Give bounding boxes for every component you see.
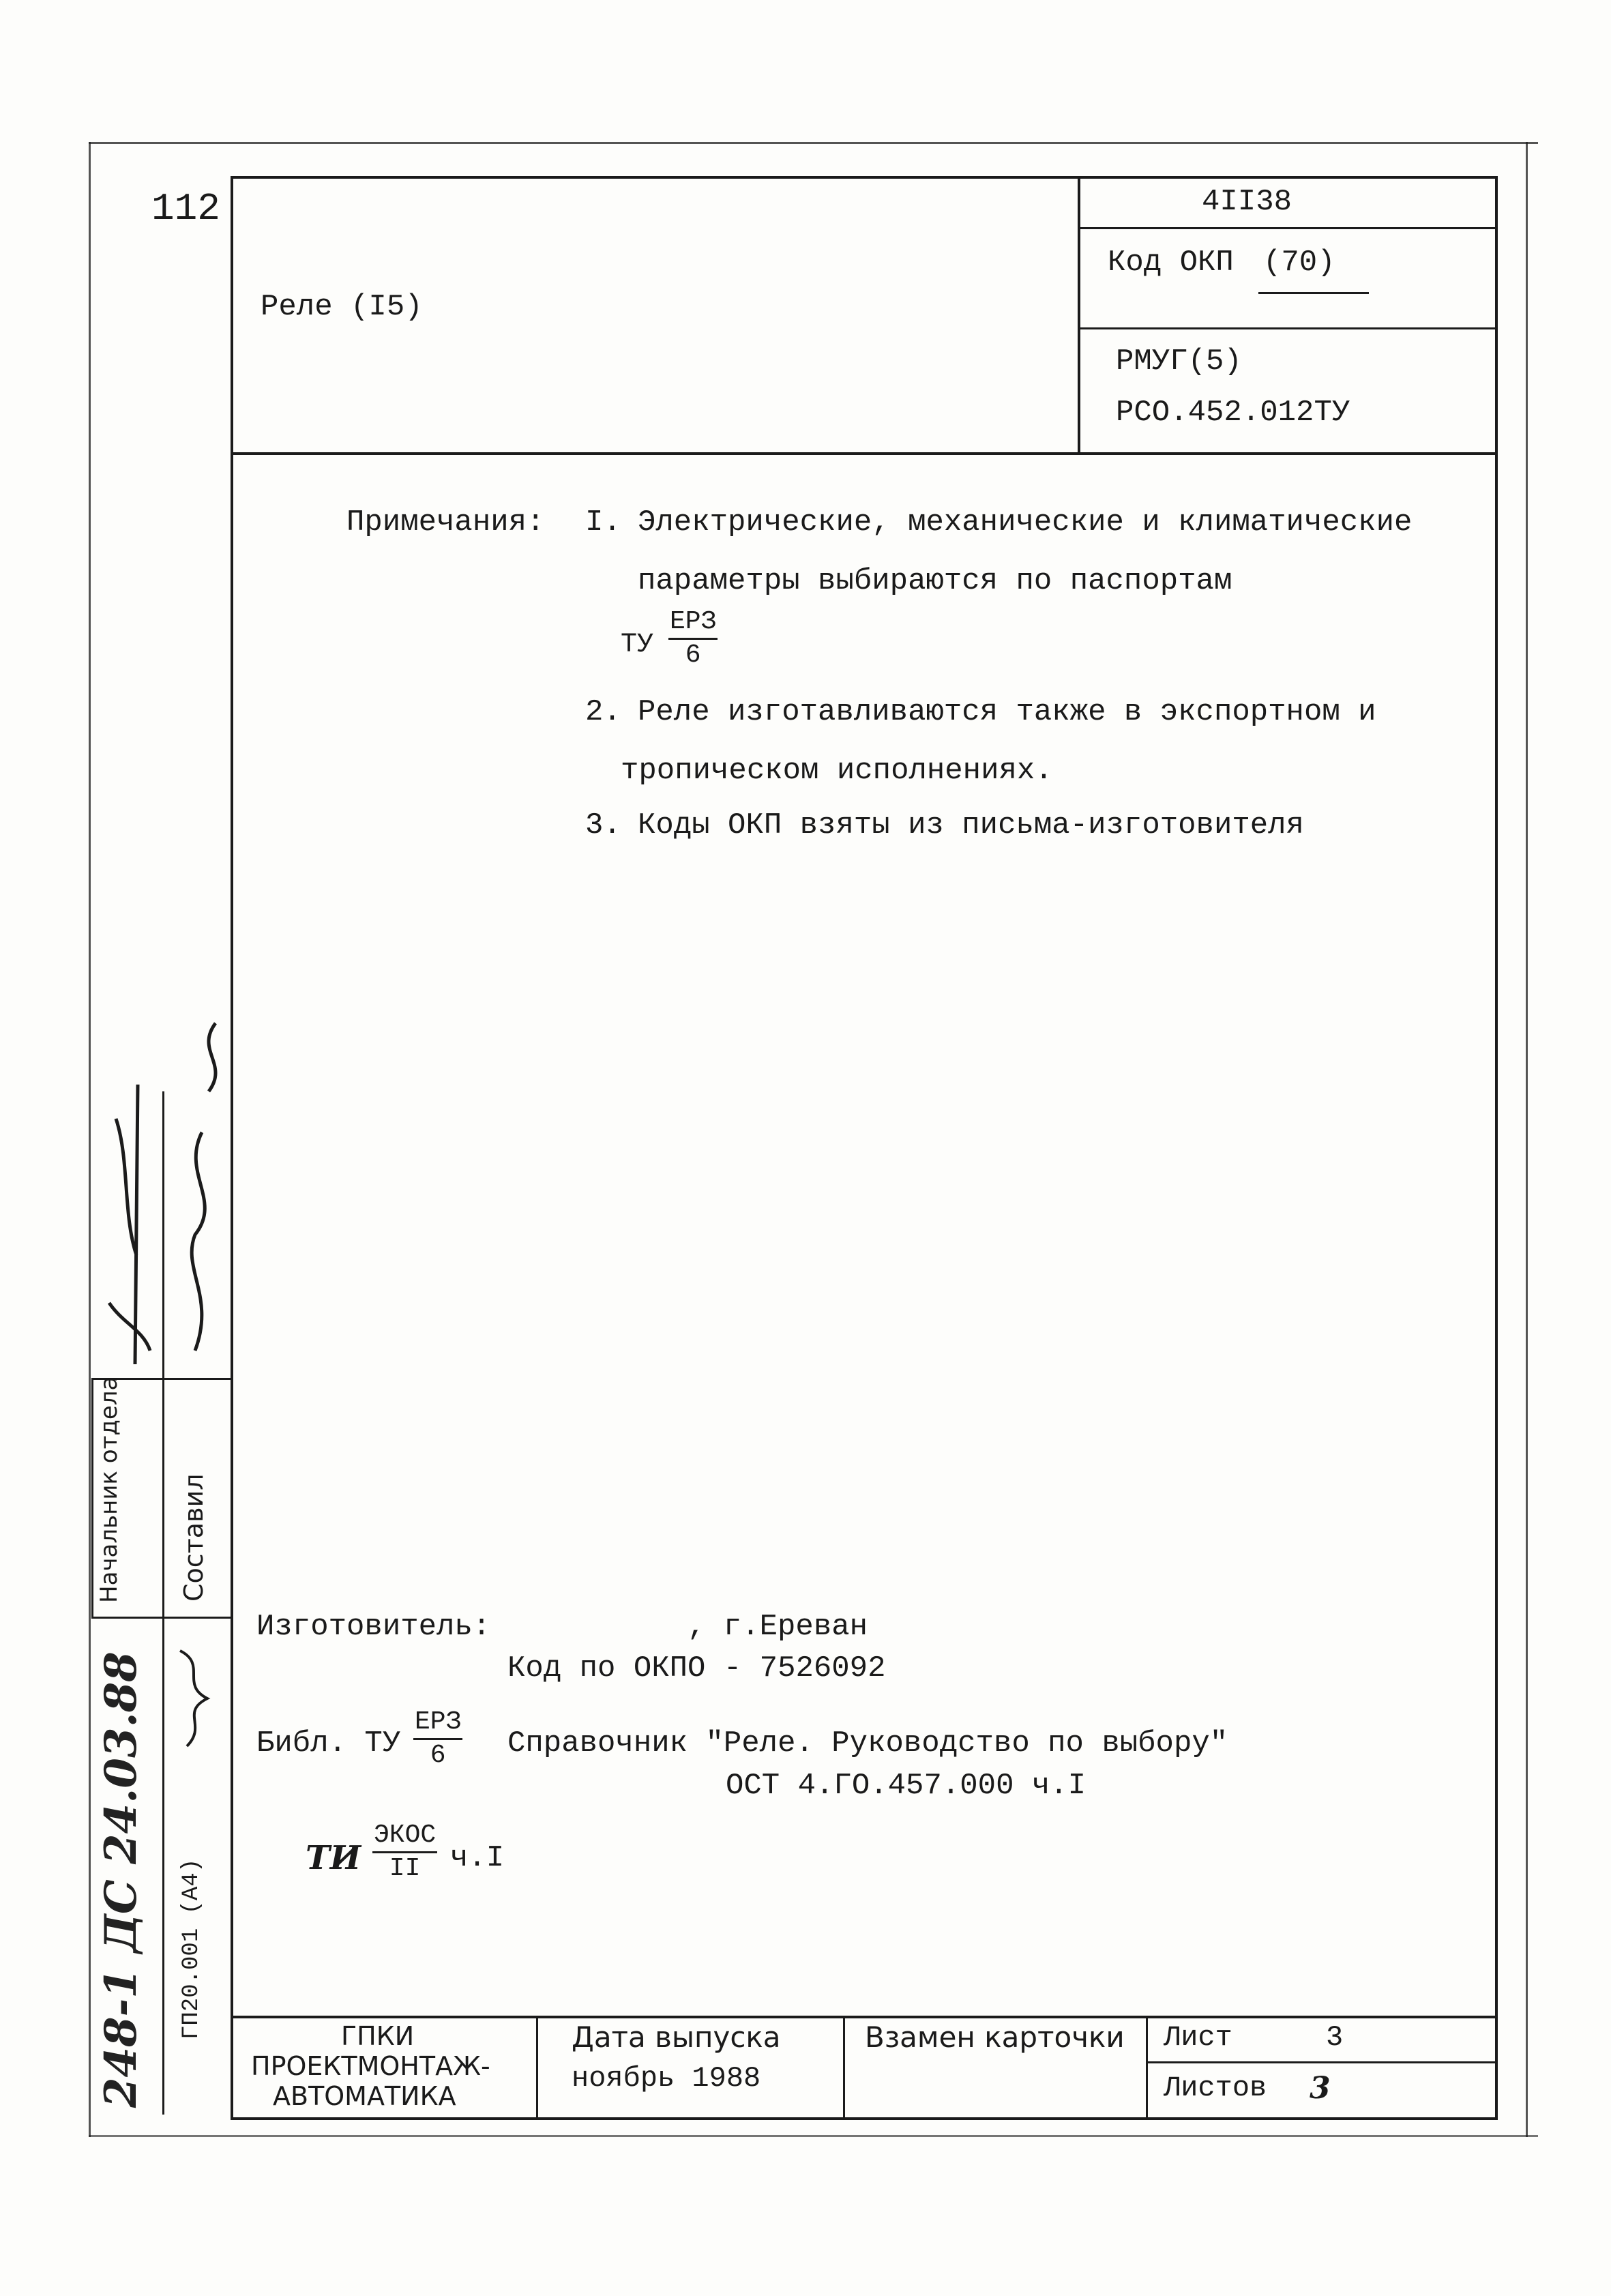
spec-code: РСО.452.012ТУ: [1116, 396, 1350, 430]
note-2-line1: Реле изготавливаются также в экспортном и: [638, 695, 1376, 729]
note-2-line2: тропическом исполнениях.: [621, 754, 1053, 788]
footer-org-line1: ГПКИ: [341, 2021, 415, 2051]
notes-label: Примечания:: [346, 505, 545, 540]
author-signature-icon: [168, 1010, 236, 1364]
card-bottom: [231, 2117, 1498, 2120]
tu-extra-den: II: [389, 1854, 421, 1883]
side-doc-code: ГП20.001 (А4): [179, 1858, 205, 2040]
note-3-line1: Коды ОКП взяты из письма-изготовителя: [638, 808, 1304, 842]
type-code: РМУГ(5): [1116, 344, 1242, 379]
tu-extra-prefix: ТИ: [306, 1839, 361, 1877]
okp-underline: [1258, 292, 1369, 294]
outer-frame-bottom: [89, 2135, 1538, 2137]
footer-sheet-value: 3: [1326, 2021, 1344, 2054]
date-signature-icon: [166, 1637, 228, 1753]
footer-col2: [843, 2016, 845, 2119]
tu-extra-suffix: ч.I: [450, 1841, 505, 1875]
tu-extra-fraction: [372, 1823, 437, 1882]
manufacturer-label: Изготовитель:: [256, 1610, 491, 1644]
footer-col1: [536, 2016, 538, 2119]
footer-replace-label: Взамен карточки: [865, 2020, 1125, 2054]
footer-org-line3: АВТОМАТИКА: [273, 2081, 456, 2111]
footer-col3: [1146, 2016, 1148, 2119]
note-3-number: 3.: [585, 808, 621, 842]
note-1-number: I.: [585, 505, 621, 540]
code-number: 4II38: [1202, 185, 1292, 219]
side-handwritten-ref: 248-1 ДС 24.03.88: [95, 1651, 147, 2108]
footer-org-line2: ПРОЕКТМОНТАЖ-: [251, 2051, 490, 2081]
footer-issue-date: ноябрь 1988: [572, 2062, 761, 2095]
side-author-label: Составил: [179, 1473, 209, 1602]
card-top: [231, 176, 1498, 179]
header-row1-divider: [1078, 227, 1496, 229]
footer-top: [231, 2016, 1498, 2018]
footer-sheet-label: Лист: [1164, 2021, 1232, 2054]
okp-value: (70): [1263, 246, 1335, 280]
header-divider: [231, 452, 1498, 455]
okp-label: Код ОКП: [1108, 246, 1234, 280]
biblio-reference-line1: Справочник "Реле. Руководство по выбору": [507, 1726, 1228, 1761]
manufacturer-okpo: Код по ОКПО - 7526092: [507, 1651, 886, 1686]
biblio-tu-num: ЕРЗ: [413, 1709, 462, 1740]
note-2-number: 2.: [585, 695, 621, 729]
outer-frame-left: [89, 142, 91, 2137]
biblio-label: Библ. ТУ: [256, 1726, 401, 1761]
footer-issue-label: Дата выпуска: [572, 2020, 781, 2054]
note-1-tu-fraction: [668, 609, 718, 668]
card-right: [1495, 176, 1498, 2119]
tu-extra-num: ЭКОС: [372, 1823, 437, 1853]
sheet-mark: 112: [151, 187, 220, 231]
footer-sheets-label: Листов: [1164, 2072, 1267, 2104]
footer-sheet-divider: [1146, 2061, 1496, 2063]
side-row-bottom: [91, 1617, 232, 1619]
outer-frame-top: [89, 142, 1538, 144]
biblio-tu-den: 6: [430, 1741, 446, 1770]
side-head-label: Начальник отдела: [95, 1376, 123, 1603]
outer-frame-right: [1526, 142, 1528, 2137]
manufacturer-city: , г.Ереван: [688, 1610, 868, 1644]
footer-sheets-value: 3: [1310, 2071, 1331, 2106]
header-vertical: [1078, 176, 1080, 454]
note-1-tu-num: ЕРЗ: [668, 609, 718, 640]
biblio-reference-line2: ОСТ 4.ГО.457.000 ч.I: [726, 1769, 1087, 1803]
note-1-tu-den: 6: [685, 641, 701, 670]
biblio-tu-fraction: [413, 1709, 462, 1769]
side-col-left: [91, 1378, 93, 1617]
item-title: Реле (I5): [261, 290, 423, 324]
head-signature-icon: [95, 1078, 164, 1371]
note-1-line2: параметры выбираются по паспортам: [638, 564, 1232, 598]
note-1-line1: Электрические, механические и климатические: [638, 505, 1413, 540]
note-1-tu-prefix: ТУ: [621, 630, 654, 660]
header-row2-divider: [1078, 327, 1496, 329]
